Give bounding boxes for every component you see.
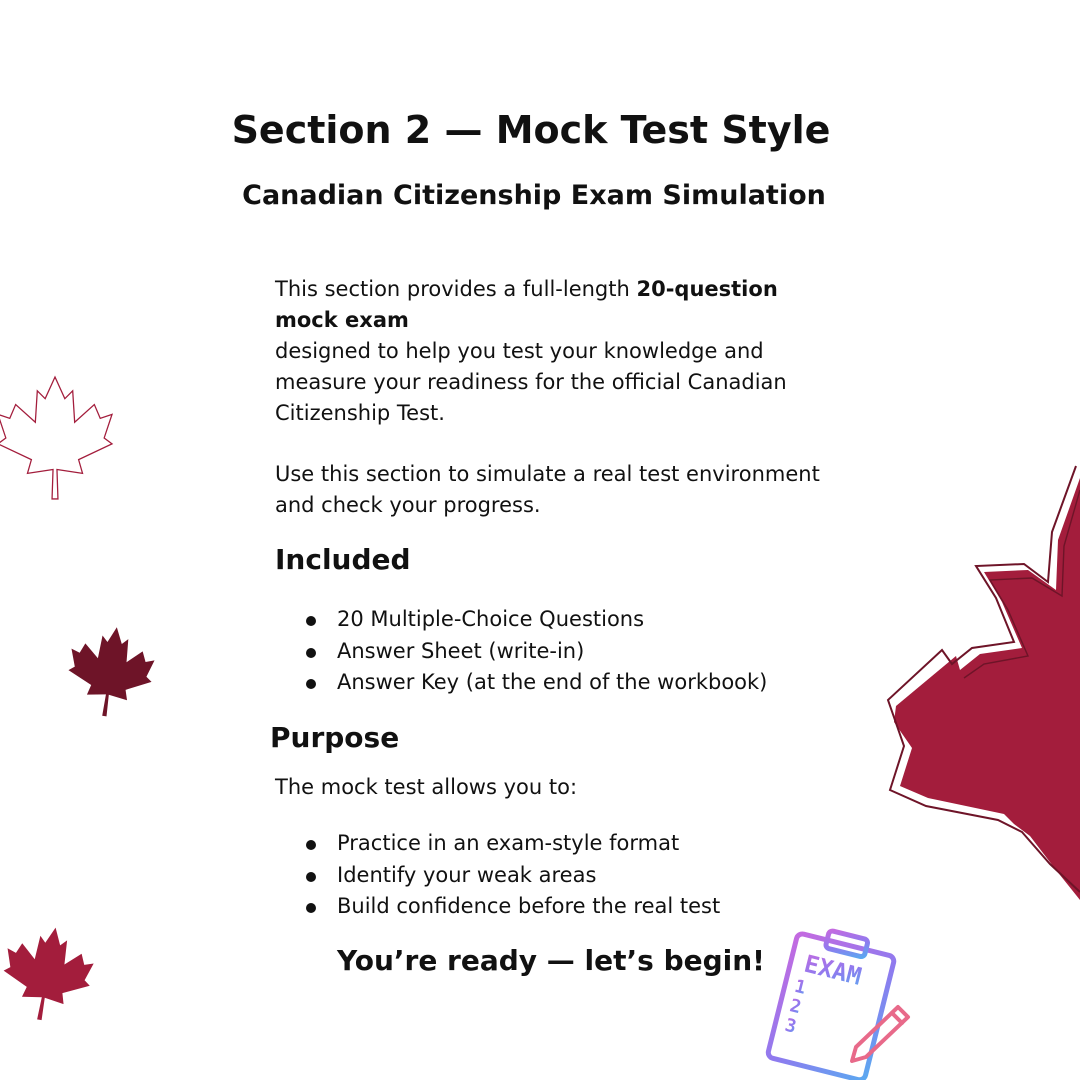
list-item-text: Identify your weak areas [337,862,597,887]
list-item [300,860,720,892]
maple-leaf-small-icon [0,924,98,1022]
intro-bold-text: 20-question mock exam [275,277,778,332]
closing-message: You’re ready — let’s begin! [337,944,765,977]
page-subtitle: Canadian Citizenship Exam Simulation [242,180,826,211]
maple-leaf-dark-icon [60,624,162,718]
intro-text-before: This section provides a full-length [275,277,637,301]
intro-paragraph-2: Use this section to simulate a real test environment and check your progress. [275,462,820,517]
bullet-icon [306,679,316,689]
list-item-text: Answer Sheet (write-in) [337,638,585,663]
purpose-list [300,828,720,923]
purpose-lead-text: The mock test allows you to: [275,775,578,799]
bullet-icon [306,903,316,913]
list-item [300,828,720,860]
maple-leaf-large-icon [880,460,1080,920]
included-list [300,604,767,699]
intro-text-after: designed to help you test your knowledge and measure your readiness for the official Canadian Citizenship Test. [275,339,787,425]
svg-text:3: 3 [782,1014,799,1038]
bullet-icon [306,840,316,850]
list-item [300,667,767,699]
list-item [300,891,720,923]
page-title: Section 2 — Mock Test Style [231,108,831,152]
list-item-text: Practice in an exam-style format [337,831,680,855]
list-item [300,636,767,668]
bullet-icon [306,648,316,658]
svg-text:EXAM: EXAM [801,949,865,991]
maple-leaf-outline-icon [0,372,114,502]
exam-clipboard-icon [752,925,917,1080]
list-item-text: Answer Key (at the end of the workbook) [337,670,768,694]
svg-text:2: 2 [787,995,804,1019]
bullet-icon [306,872,316,882]
bullet-icon [306,616,316,626]
list-item-text: 20 Multiple-Choice Questions [337,607,645,631]
svg-text:1: 1 [792,975,809,999]
purpose-heading: Purpose [270,721,400,754]
intro-paragraph [275,274,835,429]
list-item [300,604,767,636]
included-heading: Included [275,543,411,576]
list-item-text: Build confidence before the real test [337,894,721,918]
